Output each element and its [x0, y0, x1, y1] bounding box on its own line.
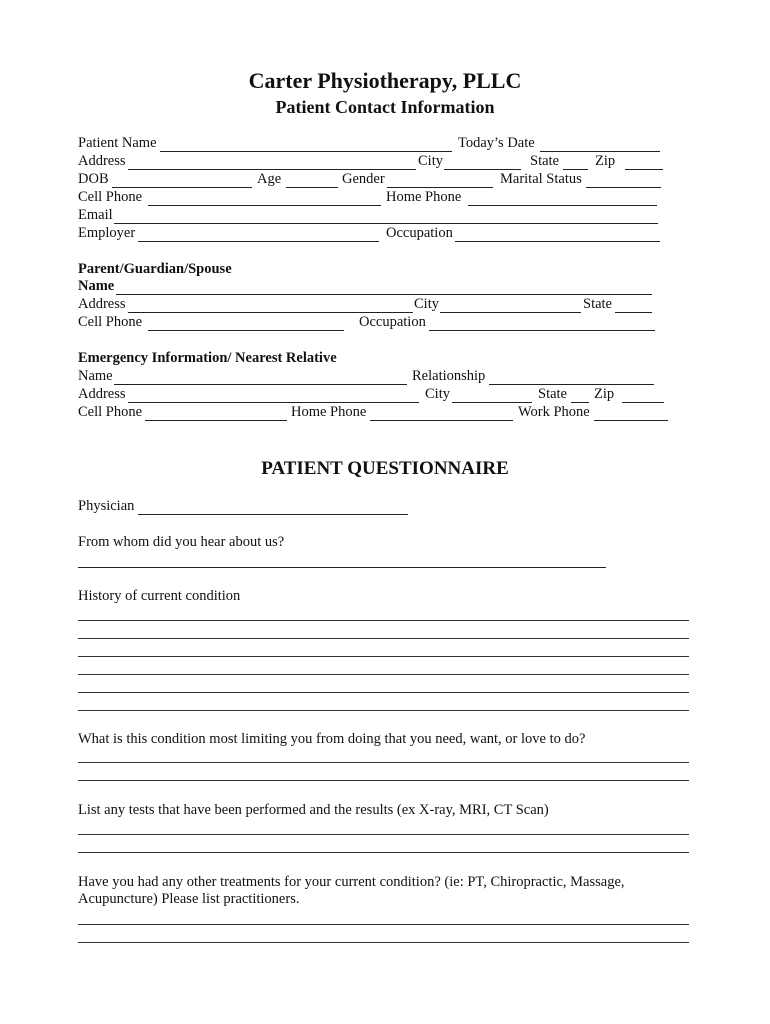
tests-answer-line[interactable] — [78, 834, 689, 835]
zip-field[interactable] — [625, 169, 663, 170]
address-label: Address — [78, 153, 126, 169]
occupation-label: Occupation — [386, 225, 453, 241]
home-phone-field[interactable] — [468, 205, 657, 206]
treatments-question-line2: Acupuncture) Please list practitioners. — [78, 891, 300, 907]
emergency-home-phone-label: Home Phone — [291, 404, 367, 420]
employer-field[interactable] — [138, 241, 379, 242]
marital-status-field[interactable] — [586, 187, 661, 188]
referral-answer-line[interactable] — [78, 567, 606, 568]
guardian-name-field[interactable] — [116, 294, 652, 295]
work-phone-field[interactable] — [594, 420, 668, 421]
state-field[interactable] — [563, 169, 588, 170]
work-phone-label: Work Phone — [518, 404, 590, 420]
emergency-city-label: City — [425, 386, 450, 402]
treatments-answer-line[interactable] — [78, 924, 689, 925]
guardian-cell-phone-label: Cell Phone — [78, 314, 143, 330]
treatments-answer-line[interactable] — [78, 942, 689, 943]
emergency-cell-phone-label: Cell Phone — [78, 404, 143, 420]
history-answer-line[interactable] — [78, 692, 689, 693]
todays-date-label: Today’s Date — [458, 135, 535, 151]
address-field[interactable] — [128, 169, 416, 170]
guardian-city-label: City — [414, 296, 439, 312]
limiting-answer-line[interactable] — [78, 780, 689, 781]
employer-label: Employer — [78, 225, 136, 241]
relationship-label: Relationship — [412, 368, 486, 384]
history-answer-line[interactable] — [78, 710, 689, 711]
city-label: City — [418, 153, 443, 169]
dob-field[interactable] — [112, 187, 252, 188]
physician-field[interactable] — [138, 514, 408, 515]
cell-phone-field[interactable] — [148, 205, 381, 206]
todays-date-field[interactable] — [540, 151, 660, 152]
treatments-question-line1: Have you had any other treatments for your current condition? (ie: PT, Chiropractic, Massage, — [78, 874, 625, 890]
email-label: Email — [78, 207, 113, 223]
zip-label: Zip — [595, 153, 616, 169]
guardian-city-field[interactable] — [440, 312, 581, 313]
emergency-state-label: State — [538, 386, 567, 402]
emergency-address-label: Address — [78, 386, 126, 402]
tests-answer-line[interactable] — [78, 852, 689, 853]
dob-label: DOB — [78, 171, 109, 187]
clinic-name: Carter Physiotherapy, PLLC — [248, 68, 522, 93]
guardian-address-label: Address — [78, 296, 126, 312]
cell-phone-label: Cell Phone — [78, 189, 143, 205]
gender-field[interactable] — [387, 187, 493, 188]
emergency-state-field[interactable] — [571, 402, 589, 403]
emergency-zip-field[interactable] — [622, 402, 664, 403]
emergency-name-label: Name — [78, 368, 113, 384]
age-field[interactable] — [286, 187, 338, 188]
email-field[interactable] — [114, 223, 658, 224]
guardian-state-label: State — [583, 296, 612, 312]
history-answer-line[interactable] — [78, 638, 689, 639]
tests-question: List any tests that have been performed and the results (ex X-ray, MRI, CT Scan) — [78, 802, 549, 818]
guardian-cell-phone-field[interactable] — [148, 330, 344, 331]
emergency-city-field[interactable] — [452, 402, 532, 403]
emergency-home-phone-field[interactable] — [370, 420, 513, 421]
marital-status-label: Marital Status — [500, 171, 582, 187]
guardian-name-label: Name — [78, 278, 115, 294]
history-answer-line[interactable] — [78, 674, 689, 675]
emergency-cell-phone-field[interactable] — [145, 420, 287, 421]
limiting-question: What is this condition most limiting you from doing that you need, want, or love to do? — [78, 731, 586, 747]
limiting-answer-line[interactable] — [78, 762, 689, 763]
patient-name-field[interactable] — [160, 151, 452, 152]
guardian-state-field[interactable] — [615, 312, 652, 313]
occupation-field[interactable] — [455, 241, 660, 242]
state-label: State — [530, 153, 559, 169]
physician-label: Physician — [78, 498, 135, 514]
city-field[interactable] — [444, 169, 521, 170]
referral-question: From whom did you hear about us? — [78, 534, 285, 550]
guardian-address-field[interactable] — [128, 312, 413, 313]
guardian-occupation-label: Occupation — [359, 314, 426, 330]
patient-name-label: Patient Name — [78, 135, 157, 151]
emergency-name-field[interactable] — [114, 384, 407, 385]
history-answer-line[interactable] — [78, 656, 689, 657]
emergency-heading: Emergency Information/ Nearest Relative — [78, 350, 337, 366]
guardian-heading: Parent/Guardian/Spouse — [78, 261, 232, 277]
home-phone-label: Home Phone — [386, 189, 462, 205]
history-answer-line[interactable] — [78, 620, 689, 621]
form-subtitle: Patient Contact Information — [275, 97, 495, 117]
gender-label: Gender — [342, 171, 385, 187]
questionnaire-heading: PATIENT QUESTIONNAIRE — [261, 458, 509, 479]
relationship-field[interactable] — [489, 384, 654, 385]
emergency-address-field[interactable] — [128, 402, 419, 403]
guardian-occupation-field[interactable] — [429, 330, 655, 331]
history-question: History of current condition — [78, 588, 241, 604]
age-label: Age — [257, 171, 282, 187]
emergency-zip-label: Zip — [594, 386, 615, 402]
